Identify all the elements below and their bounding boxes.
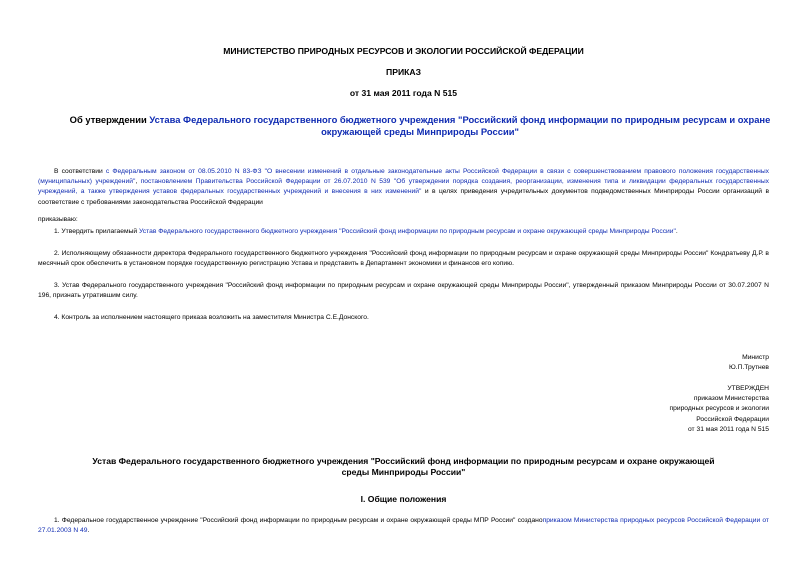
government-decree-link[interactable]: постановлением Правительства Российской Федерации от 26.07.2010 N 539 "Об утверждении порядка создания, реорганизации, изменения типа и ликвидации федеральных государственных учреждений, а также утверждения уставов федеральных государственных учреждений и внесения в них изменений": [38, 178, 770, 196]
item-1-text-after: .: [675, 228, 678, 235]
signature-block: [729, 353, 769, 373]
approval-line-1: УТВЕРЖДЕН: [727, 385, 769, 392]
ministry-order-link[interactable]: приказом Министерства природных ресурсов Российской Федерации от 27.01.2003 N 49: [38, 517, 769, 535]
approval-line-2: приказом Министерства: [693, 395, 769, 403]
order-title-prefix: Об утверждении: [69, 114, 150, 125]
charter-title: Устав Федерального государственного бюджетного учреждения "Российский фонд информации по природным ресурсам и охране окружающей среды Минприроды России": [92, 456, 715, 477]
charter-paragraph-1: [38, 516, 769, 536]
item-1: [38, 227, 769, 237]
item-4: 4. Контроль за исполнением настоящего приказа возложить на заместителя Министра С.Е.Донского.: [54, 314, 369, 321]
charter-p1-text-after: .: [87, 527, 90, 535]
item-3: 3. Устав Федерального государственного учреждения "Российский фонд информации по природным ресурсам и охране окружающей среды Минприроды России", утвержденный приказом Минприроды России от 30.07.2007 N 196, признать утратившим силу.: [38, 282, 769, 300]
item-1-text-before: 1. Утвердить прилагаемый: [54, 228, 139, 235]
order-word: приказываю:: [38, 216, 78, 223]
preamble-text-mid: ,: [135, 178, 141, 186]
doc-type: ПРИКАЗ: [386, 67, 421, 77]
approval-block: [670, 384, 769, 435]
approval-line-3: природных ресурсов и экологии: [669, 405, 769, 413]
doc-date-number: от 31 мая 2011 года N 515: [349, 88, 458, 98]
signature-name: Ю.П.Трутнев: [728, 364, 769, 372]
approval-line-5: от 31 мая 2011 года N 515: [687, 425, 769, 433]
federal-law-link[interactable]: с Федеральным законом от 08.05.2010 N 83-ФЗ "О внесении изменений в отдельные законодательные акты Российской Федерации в связи с совершенствованием правового положения государственных (муниципальных) учреждений": [38, 168, 769, 186]
approved-charter-link[interactable]: Устав Федерального государственного бюджетного учреждения "Российский фонд информации по природным ресурсам и охране окружающей среды Минприроды России": [138, 228, 676, 235]
signature-position: Министр: [742, 354, 769, 361]
preamble-paragraph: [38, 167, 769, 208]
approval-line-4: Российской Федерации: [696, 415, 769, 423]
order-title: [60, 114, 780, 138]
section-1-title: I. Общие положения: [360, 494, 447, 504]
item-2: 2. Исполняющему обязанности директора Федерального государственного бюджетного учреждения "Российский фонд информации по природным ресурсам и охране окружающей среды Минприроды России" Кондратьеву Д.Р. в месячный срок обеспечить в установном порядке государственную регистрацию Устава и представить в Департамент экономики и финансов его копию.: [38, 250, 769, 268]
preamble-text-after: и в целях приведения учредительных документов подведомственных Минприроды России организаций в соответствие с требованиями законодательства Российской Федерации: [38, 188, 769, 206]
ministry-header: МИНИСТЕРСТВО ПРИРОДНЫХ РЕСУРСОВ И ЭКОЛОГИИ РОССИЙСКОЙ ФЕДЕРАЦИИ: [223, 46, 584, 56]
preamble-text-before: В соответствии: [54, 168, 106, 175]
charter-p1-text-before: 1. Федеральное государственное учреждение "Российский фонд информации по природным ресурсам и охране окружающей среды МПР России" создано: [54, 517, 543, 524]
charter-title-link[interactable]: Устава Федерального государственного бюджетного учреждения "Российский фонд информации по природным ресурсам и охране окружающей среды Минприроды России": [149, 114, 771, 137]
